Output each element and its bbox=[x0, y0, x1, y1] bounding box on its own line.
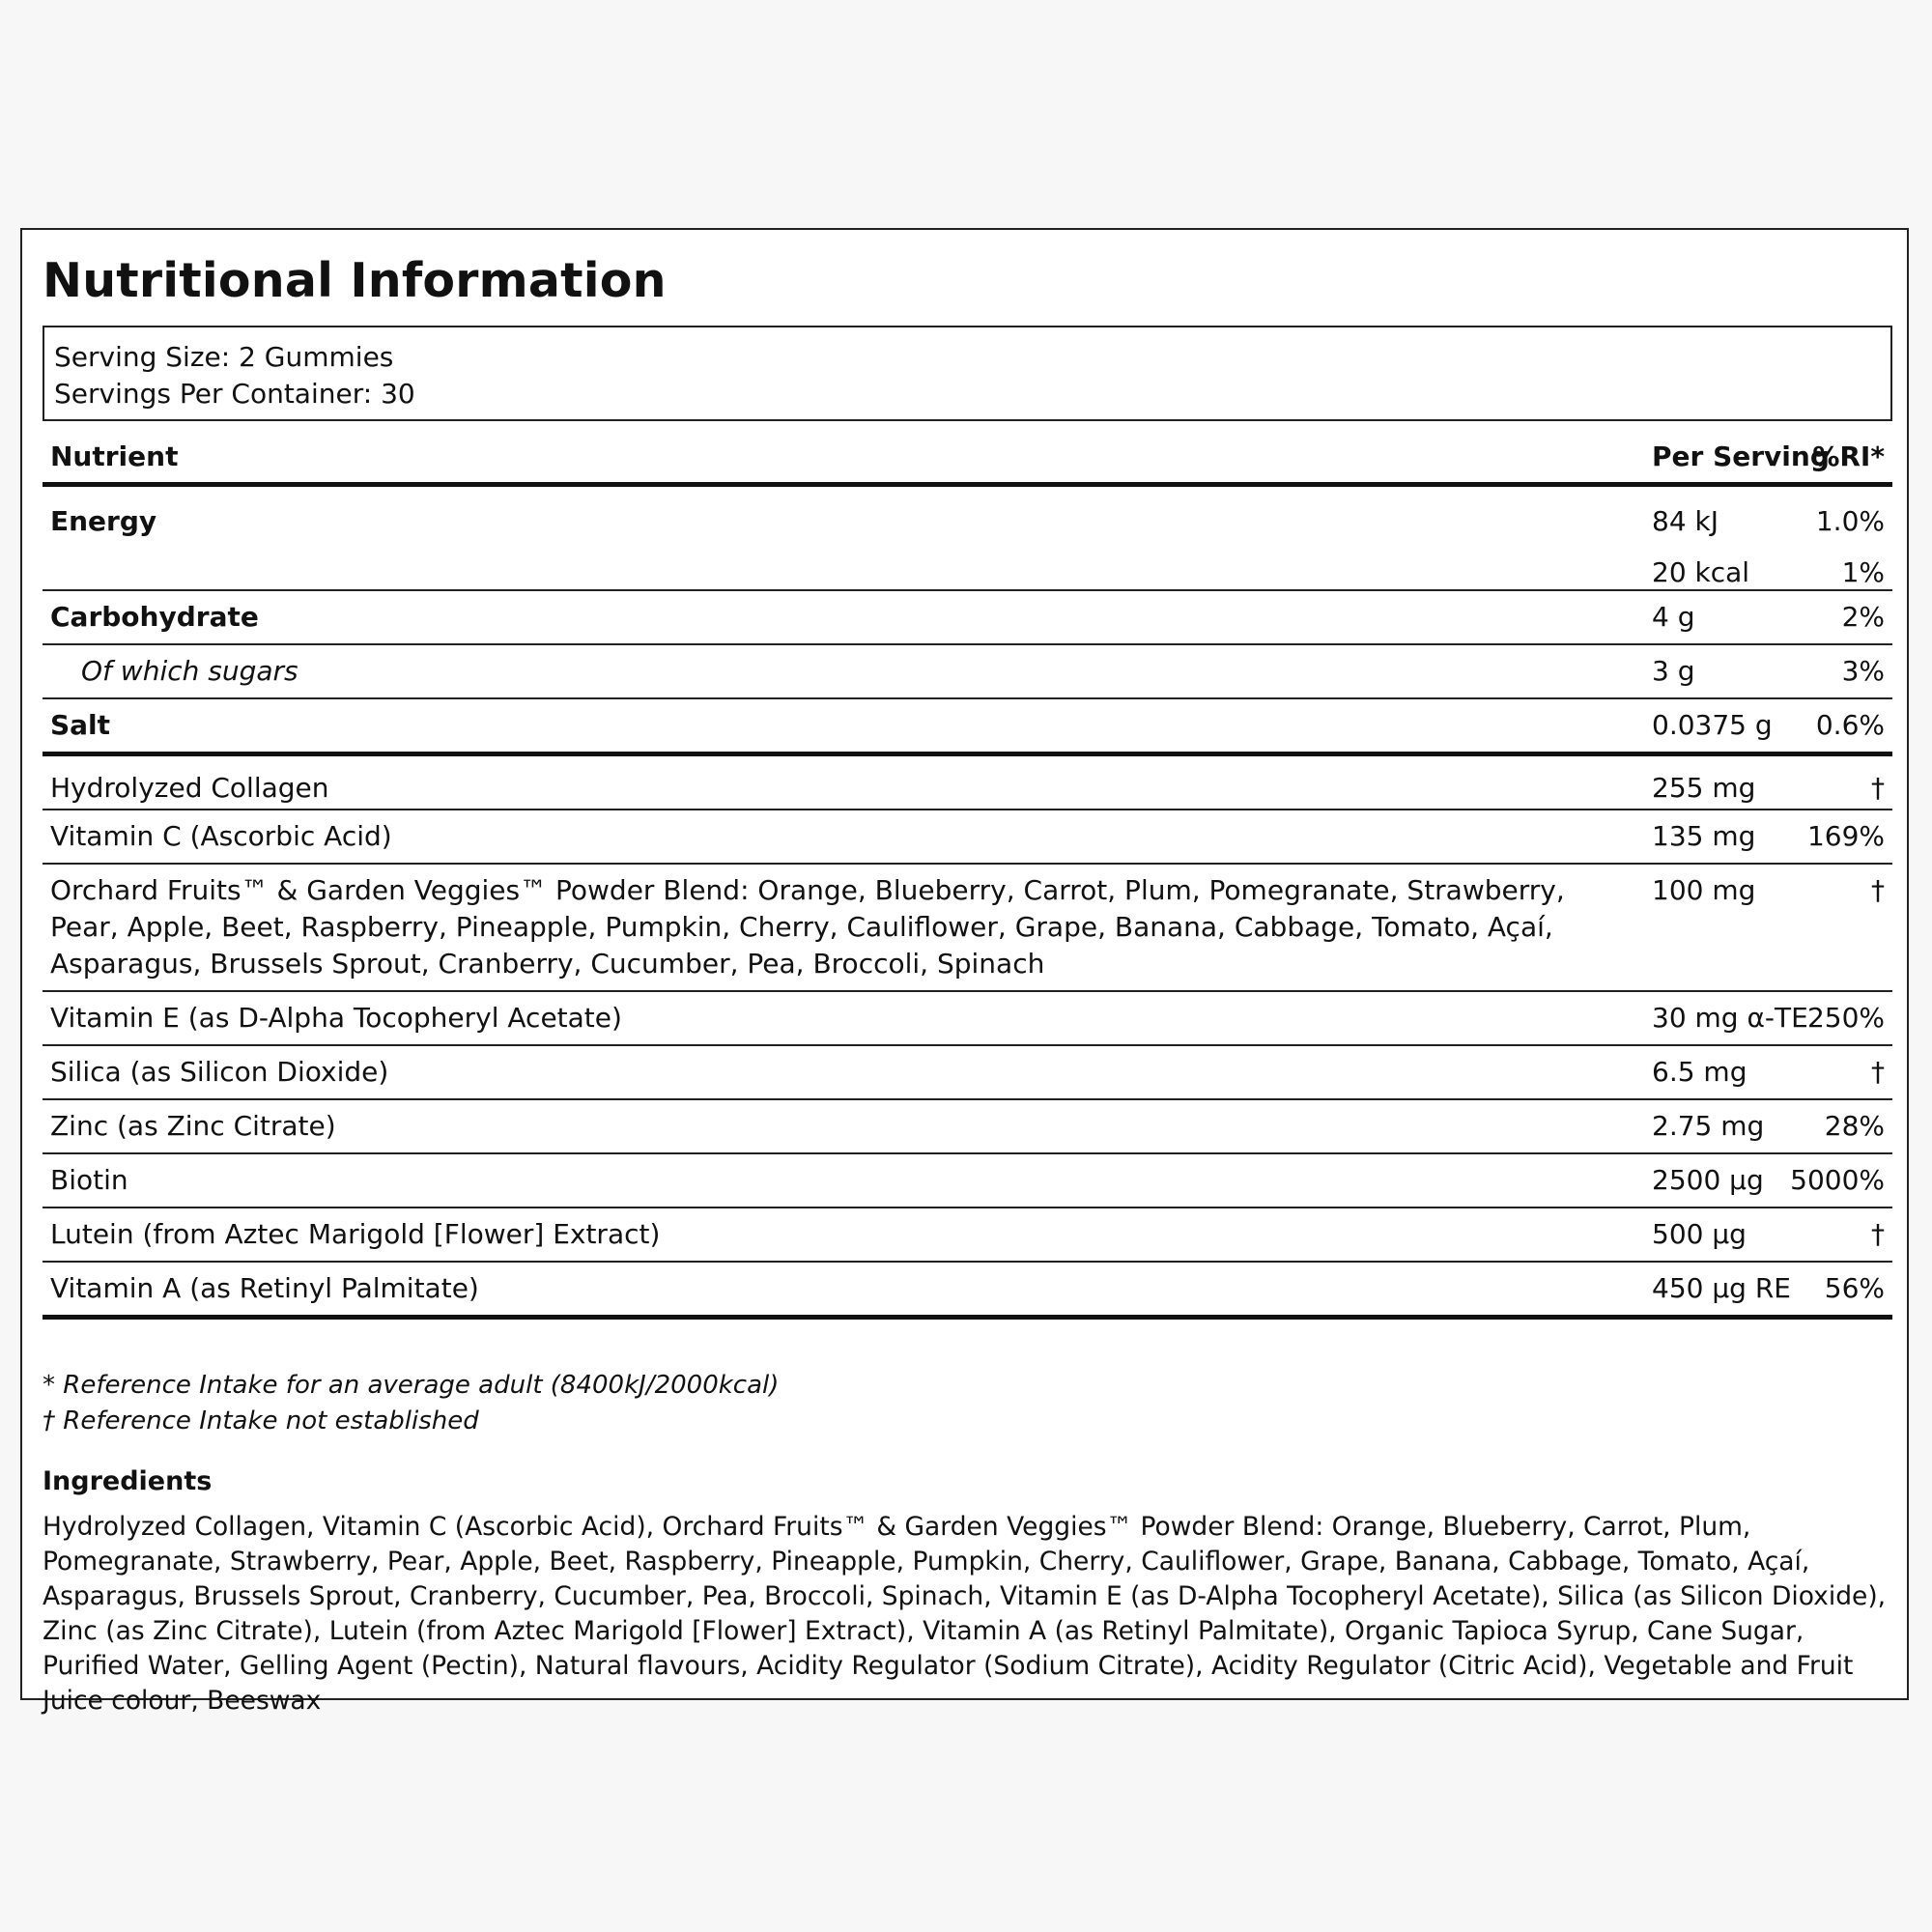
nutrient-ri: 56% bbox=[1824, 1272, 1885, 1304]
nutrient-ri: 250% bbox=[1806, 1002, 1885, 1034]
nutrition-panel bbox=[20, 228, 1909, 1716]
nutrient-ri: 0.6% bbox=[1815, 709, 1885, 741]
table-row-energy-kcal bbox=[43, 539, 1892, 591]
footnote-reference-intake: * Reference Intake for an average adult (8400kJ/2000kcal) bbox=[43, 1371, 780, 1400]
nutrient-amount: 84 kJ bbox=[1652, 505, 1719, 537]
table-row-salt bbox=[43, 699, 1892, 756]
nutrient-name: Vitamin E (as D-Alpha Tocopheryl Acetate) bbox=[50, 1002, 622, 1034]
nutrient-ri: † bbox=[1871, 1056, 1885, 1088]
nutrient-ri: 5000% bbox=[1790, 1164, 1885, 1196]
table-row-vitamin-e bbox=[43, 992, 1892, 1046]
nutrient-amount: 135 mg bbox=[1652, 820, 1756, 852]
nutrient-ri: † bbox=[1871, 1218, 1885, 1250]
nutrient-ri: 3% bbox=[1841, 655, 1885, 687]
table-row-zinc bbox=[43, 1100, 1892, 1154]
footnote-not-established: † Reference Intake not established bbox=[43, 1406, 479, 1435]
nutrient-ri: 2% bbox=[1841, 601, 1885, 633]
nutrient-ri: † bbox=[1871, 874, 1885, 906]
nutrient-ri: 1% bbox=[1841, 556, 1885, 588]
nutrient-amount: 450 µg RE bbox=[1652, 1272, 1791, 1304]
serving-size: Serving Size: 2 Gummies bbox=[54, 341, 394, 373]
nutrient-amount: 20 kcal bbox=[1652, 556, 1750, 588]
header-ri: %RI* bbox=[1812, 440, 1885, 472]
table-row-sugars bbox=[43, 645, 1892, 699]
ingredients-heading: Ingredients bbox=[43, 1466, 213, 1496]
nutrient-ri: † bbox=[1871, 772, 1885, 804]
table-row-vitamin-a bbox=[43, 1263, 1892, 1320]
nutrient-amount: 2500 µg bbox=[1652, 1164, 1764, 1196]
nutrient-name: Lutein (from Aztec Marigold [Flower] Extract) bbox=[50, 1218, 661, 1250]
nutrient-amount: 255 mg bbox=[1652, 772, 1756, 804]
nutrient-name: Carbohydrate bbox=[50, 601, 259, 633]
table-row-vitamin-c bbox=[43, 810, 1892, 865]
table-row-lutein bbox=[43, 1208, 1892, 1263]
nutrient-name: Vitamin C (Ascorbic Acid) bbox=[50, 820, 392, 852]
nutrient-ri: 169% bbox=[1806, 820, 1885, 852]
nutrient-amount: 500 µg bbox=[1652, 1218, 1747, 1250]
nutrient-ri: 28% bbox=[1824, 1110, 1885, 1142]
header-per-serving: Per Serving bbox=[1652, 440, 1830, 472]
nutrient-name: Orchard Fruits™ & Garden Veggies™ Powder Blend: Orange, Blueberry, Carrot, Plum, Pomegranate, Strawberry, Pear, Apple, Beet, Raspberry, Pineapple, Pumpkin, Cherry, Cauliflower, Grape, Banana, Cabbage, Tomato, Açaí, Asparagus, Brussels Sprout, Cranberry, Cucumber, Pea, Broccoli, Spinach bbox=[50, 874, 1565, 980]
table-row-carbohydrate bbox=[43, 591, 1892, 645]
table-row-powder-blend bbox=[43, 865, 1892, 992]
nutrient-amount: 100 mg bbox=[1652, 874, 1756, 906]
nutrient-name: Biotin bbox=[50, 1164, 128, 1196]
servings-per-container: Servings Per Container: 30 bbox=[54, 378, 415, 410]
nutrient-amount: 0.0375 g bbox=[1652, 709, 1773, 741]
table-row-collagen bbox=[43, 756, 1892, 810]
nutrient-name: Energy bbox=[50, 505, 157, 537]
table-header bbox=[43, 432, 1892, 487]
table-row-energy-kj bbox=[43, 487, 1892, 539]
ingredients-text: Hydrolyzed Collagen, Vitamin C (Ascorbic Acid), Orchard Fruits™ & Garden Veggies™ Powder Blend: Orange, Blueberry, Carrot, Plum, Pomegranate, Strawberry, Pear, Apple, Beet, Raspberry, Pineapple, Pumpkin, Cherry, Cauliflower, Grape, Banana, Cabbage, Tomato, Açaí, Asparagus, Brussels Sprout, Cranberry, Cucumber, Pea, Broccoli, Spinach, Vitamin E (as D-Alpha Tocopheryl Acetate), Silica (as Silicon Dioxide), Zinc (as Zinc Citrate), Lutein (from Aztec Marigold [Flower] Extract), Vitamin A (as Retinyl Palmitate), Organic Tapioca Syrup, Cane Sugar, Purified Water, Gelling Agent (Pectin), Natural flavours, Acidity Regulator (Sodium Citrate), Acidity Regulator (Citric Acid), Vegetable and Fruit Juice colour, Beeswax bbox=[43, 1512, 1887, 1716]
nutrient-amount: 30 mg α-TE bbox=[1652, 1002, 1808, 1034]
nutrient-name: Silica (as Silicon Dioxide) bbox=[50, 1056, 389, 1088]
nutrient-name: Hydrolyzed Collagen bbox=[50, 772, 329, 804]
header-nutrient: Nutrient bbox=[50, 440, 179, 472]
serving-info-box bbox=[43, 326, 1892, 421]
nutrition-table bbox=[43, 432, 1892, 1320]
table-row-biotin bbox=[43, 1154, 1892, 1208]
nutrient-ri: 1.0% bbox=[1815, 505, 1885, 537]
nutrient-amount: 4 g bbox=[1652, 601, 1695, 633]
nutrient-amount: 6.5 mg bbox=[1652, 1056, 1747, 1088]
nutrient-name: Of which sugars bbox=[81, 655, 298, 687]
nutrient-name: Zinc (as Zinc Citrate) bbox=[50, 1110, 336, 1142]
page-title: Nutritional Information bbox=[43, 253, 667, 308]
nutrient-name: Salt bbox=[50, 709, 111, 741]
table-row-silica bbox=[43, 1046, 1892, 1100]
nutrient-amount: 2.75 mg bbox=[1652, 1110, 1765, 1142]
nutrient-name: Vitamin A (as Retinyl Palmitate) bbox=[50, 1272, 479, 1304]
footnotes bbox=[43, 1368, 779, 1439]
nutrient-amount: 3 g bbox=[1652, 655, 1695, 687]
